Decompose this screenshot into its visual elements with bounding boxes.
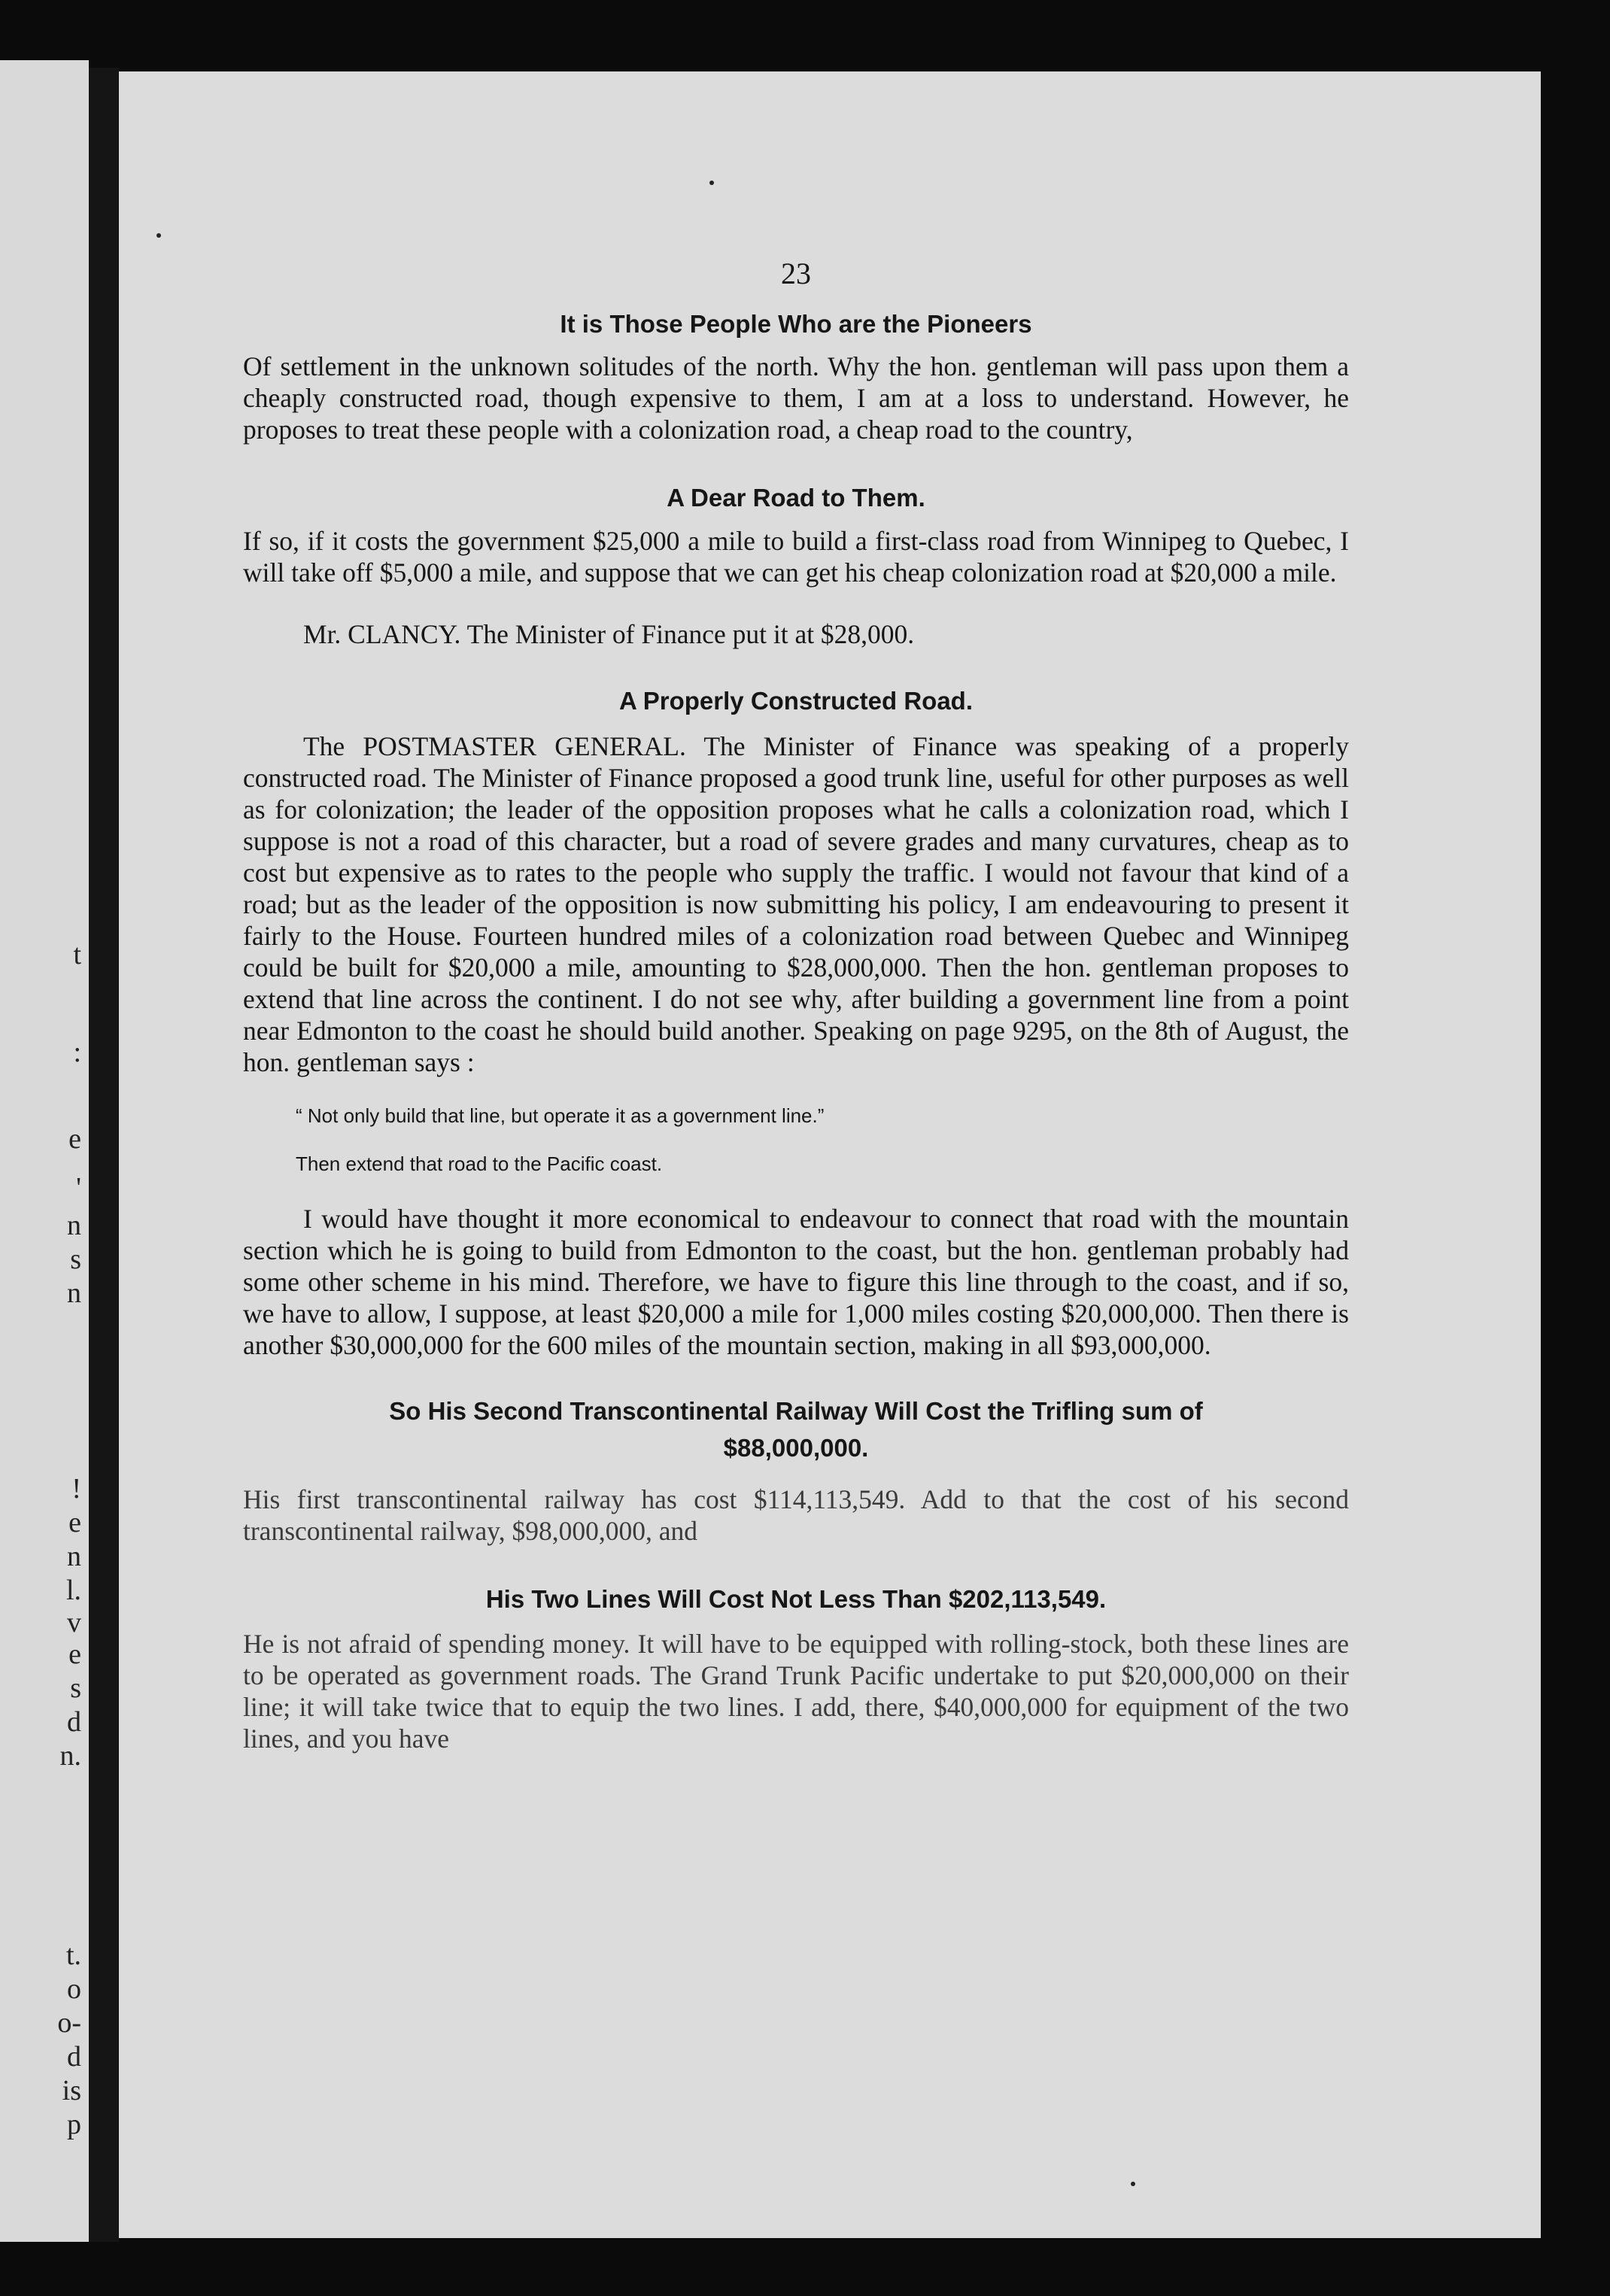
speck-mark — [156, 233, 161, 238]
prev-page-fragment: l. — [65, 1575, 81, 1606]
prev-page-fragment: ' — [76, 1172, 81, 1204]
paragraph-spending-money: He is not afraid of spending money. It will have to be equipped with rolling-stock, both these lines are to be operated as government roads. The Grand Trunk Pacific undertake to put $20,000,000 on their line; it will take twice that to equip the two lines. I add, there, $40,000,000 for equipment of the two lines, and you have — [243, 1629, 1349, 1754]
heading-second-railway — [243, 1392, 1349, 1467]
prev-page-fragment: o — [67, 1973, 81, 2005]
prev-page-fragment: s — [70, 1672, 81, 1704]
prev-page-fragment: o- — [57, 2007, 81, 2039]
page-number: 23 — [781, 257, 811, 290]
prev-page-fragment: d — [67, 2041, 81, 2073]
paragraph-cost-per-mile: If so, if it costs the government $25,000 a mile to build a first-class road from Winnipeg to Quebec, I will take off $5,000 a mile, and suppose that we can get his cheap colonization road at $20,000 a mile. — [243, 526, 1349, 588]
heading-pioneers: It is Those People Who are the Pioneers — [560, 310, 1032, 338]
prev-page-fragment: is — [62, 2075, 81, 2106]
prev-page-fragment: t — [73, 939, 81, 970]
prev-page-fragment: v — [67, 1607, 81, 1638]
heading-second-railway-line-1: So His Second Transcontinental Railway Will Cost the Trifling sum of — [389, 1396, 1203, 1425]
prev-page-fragment: d — [67, 1706, 81, 1738]
paragraph-settlement: Of settlement in the unknown solitudes of the north. Why the hon. gentleman will pass upon them a cheaply constructed road, though expensive to them, I am at a loss to understand. However, he proposes to treat these people with a colonization road, a cheap road to the country, — [243, 351, 1349, 445]
prev-page-fragment: n — [67, 1210, 81, 1241]
prev-page-fragment: t. — [65, 1939, 81, 1971]
prev-page-fragment: e — [68, 1638, 81, 1670]
prev-page-fragment: ! — [71, 1473, 81, 1505]
speck-mark — [1131, 2182, 1135, 2186]
heading-properly-constructed: A Properly Constructed Road. — [618, 687, 973, 715]
heading-two-lines: His Two Lines Will Cost Not Less Than $202,113,549. — [485, 1584, 1107, 1613]
previous-page-edge — [0, 60, 89, 2242]
prev-page-fragment: e — [68, 1507, 81, 1538]
paragraph-first-railway-cost: His first transcontinental railway has cost $114,113,549. Add to that the cost of his second transcontinental railway, $98,000,000, and — [243, 1484, 1349, 1546]
quote-operate-line: “ Not only build that line, but operate it as a government line.” — [296, 1104, 825, 1127]
binding-gutter — [89, 68, 119, 2242]
prev-page-fragment: : — [73, 1037, 81, 1068]
prev-page-fragment: n — [67, 1541, 81, 1572]
document-page — [119, 71, 1541, 2238]
paragraph-clancy: Mr. CLANCY. The Minister of Finance put it at $28,000. — [303, 619, 915, 650]
prev-page-fragment: s — [70, 1244, 81, 1275]
prev-page-fragment: n. — [59, 1740, 81, 1772]
paragraph-postmaster-general: The POSTMASTER GENERAL. The Minister of Finance was speaking of a properly constructed road. The Minister of Finance proposed a good trunk line, useful for other purposes as well as for colonization; the leader of the opposition proposes what he calls a colonization road, which I suppose is not a road of this character, but a road of severe grades and many curvatures, cheap as to cost but expensive as to rates to the people who supply the traffic. I would not favour that kind of a road; but as the leader of the opposition is now submitting his policy, I am endeavouring to present it fairly to the House. Fourteen hundred miles of a colonization road between Quebec and Winnipeg could be built for $20,000 a mile, amounting to $28,000,000. Then the hon. gentleman proposes to extend that line across the continent. I do not see why, after building a government line from a point near Edmonton to the coast he should build another. Speaking on page 9295, on the 8th of August, the hon. gentleman says : — [243, 730, 1349, 1077]
prev-page-fragment: p — [67, 2109, 81, 2140]
prev-page-fragment: e — [68, 1123, 81, 1155]
page-content — [243, 256, 1349, 1754]
heading-dear-road: A Dear Road to Them. — [667, 483, 925, 512]
prev-page-fragment: n — [67, 1277, 81, 1309]
quote-extend-road: Then extend that road to the Pacific coast. — [296, 1152, 663, 1175]
paragraph-economical: I would have thought it more economical to endeavour to connect that road with the mountain section which he is going to build from Edmonton to the coast, but the hon. gentleman probably had some other scheme in his mind. Therefore, we have to figure this line through to the coast, and if so, we have to allow, I suppose, at least $20,000 a mile for 1,000 miles costing $20,000,000. Then there is another $30,000,000 for the 600 miles of the mountain section, making in all $93,000,000. — [243, 1203, 1349, 1360]
heading-second-railway-line-2: $88,000,000. — [723, 1434, 869, 1462]
speck-mark — [709, 181, 714, 185]
